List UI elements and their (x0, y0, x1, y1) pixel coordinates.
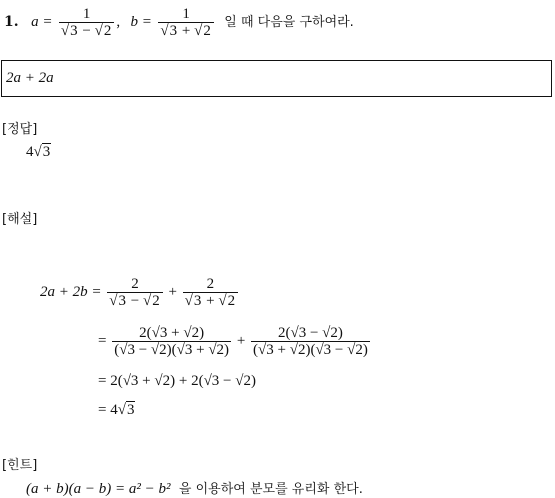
question-expression: 2a + 2a (6, 70, 54, 86)
solution-frac-4: $\frac{2(√3 - √2)}{(√3 + √2)(√3 - √2)}$ (253, 325, 368, 359)
problem-statement (4, 2, 354, 42)
solution-lhs: 2a + 2b = (40, 284, 102, 300)
b-fraction (158, 6, 213, 39)
problem-number: 1. (4, 14, 19, 30)
answer-value: 4√3 (26, 144, 51, 160)
hint-text: 을 이용하여 분모를 유리화 한다. (178, 482, 363, 497)
solution-frac-3: $\frac{2(√3 + √2)}{(√3 - √2)(√3 + √2)}$ (114, 325, 230, 359)
solution-line-3: = 2(√3 + √2) + 2(√3 − √2) (98, 373, 256, 389)
a-fraction (59, 6, 114, 39)
question-box (1, 60, 552, 97)
solution-line-1: 2a + 2b = $\frac{2}{√3 - √2}$ + $\frac{2}{√3 + √2}$ (40, 268, 240, 316)
b-denominator: √3 + √2 (160, 22, 211, 39)
solution-line-2: = $\frac{2(√3 + √2)}{(√3 - √2)(√3 + √2)}$ + $\frac{2(√3 - √2)}{(√3 + √2)(√3 - √2)}$ (98, 325, 368, 359)
a-numerator: 1 (59, 6, 114, 23)
b-equals: b = (130, 14, 152, 30)
a-equals: a = (31, 14, 53, 30)
hint-line (26, 478, 363, 498)
problem-text: 일 때 다음을 구하여라. (224, 15, 354, 30)
solution-line-4: = 4√3 (98, 402, 135, 418)
answer-label: [정답] (2, 122, 38, 137)
solution-frac-2: $\frac{2}{√3 + √2}$ (183, 276, 238, 309)
hint-formula: (a + b)(a − b) = a² − b² (26, 481, 171, 497)
b-numerator: 1 (158, 6, 213, 23)
hint-label: [힌트] (2, 458, 38, 473)
comma: , (116, 14, 121, 30)
solution-frac-1: $\frac{2}{√3 - √2}$ (107, 276, 162, 309)
a-denominator: √3 − √2 (60, 22, 112, 39)
solution-label: [해설] (2, 212, 38, 227)
